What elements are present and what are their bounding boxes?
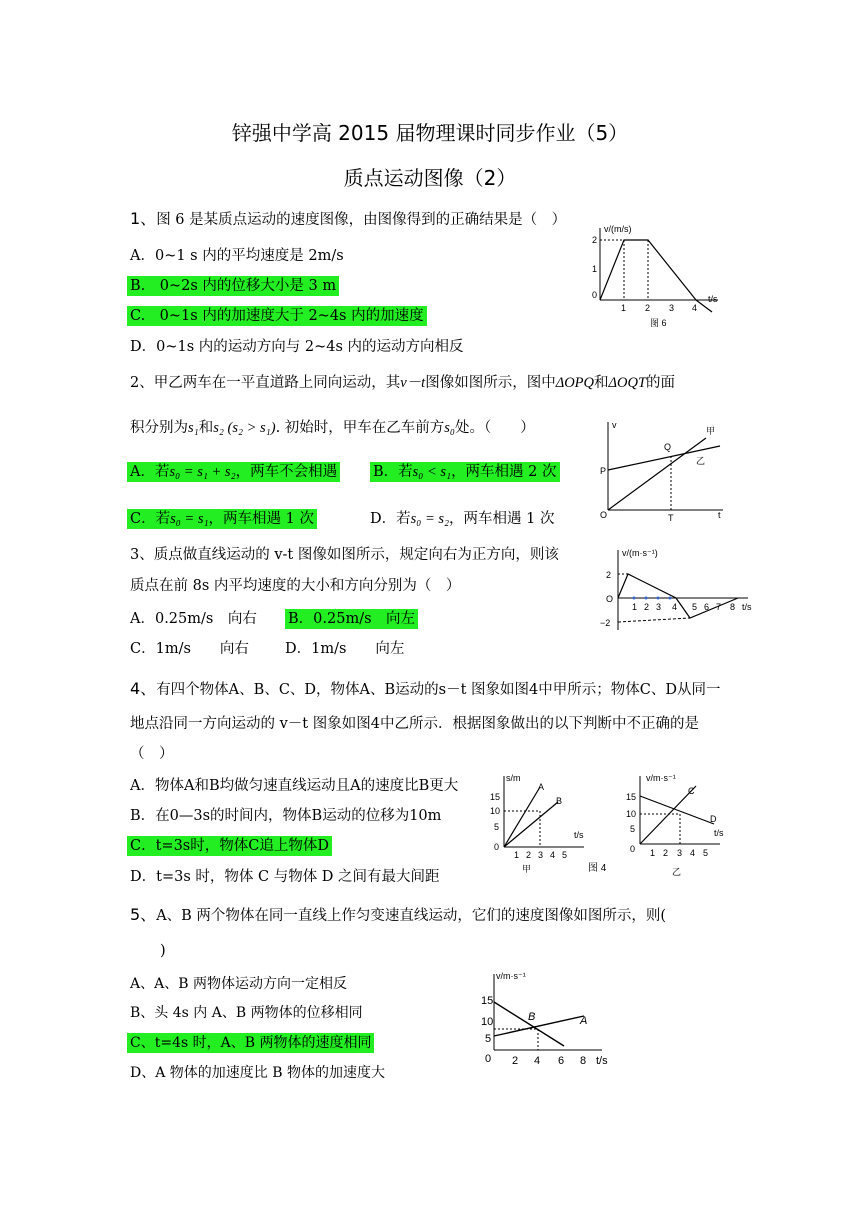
q5-fig-origin: 0 xyxy=(485,1053,492,1065)
q3-option-b-text: B．0.25m/s 向左 xyxy=(285,609,418,629)
q2-option-b xyxy=(370,461,560,483)
q3-fig-tick-7: 7 xyxy=(716,602,722,612)
q2-stem1-oqt: ΔOQT xyxy=(608,375,647,391)
q4-yi-ylabel: v/m·s⁻¹ xyxy=(646,773,676,783)
q4-jia-y10: 10 xyxy=(490,806,501,816)
q3-option-c: C．1m/s 向右 xyxy=(130,641,249,657)
q3-option-a: A．0.25m/s 向右 xyxy=(130,611,257,627)
q5-stem-line2: ) xyxy=(160,943,166,959)
q1-fig-x4: 4 xyxy=(692,303,698,313)
q4-option-c xyxy=(127,835,332,857)
q2-stem2-d: 处。（ ） xyxy=(454,420,535,436)
q1-option-c-text: C. 0~1s 内的加速度大于 2~4s 内的加速度 xyxy=(127,306,427,326)
q3-fig-tick-3: 3 xyxy=(656,602,662,612)
q5-fig-tick-4: 4 xyxy=(534,1055,541,1067)
q3-option-b xyxy=(285,608,418,630)
q4-stem-line2: 地点沿同一方向运动的 v－t 图象如图4中乙所示．根据图象做出的以下判断中不正确的是 xyxy=(130,716,699,732)
q2-fig-o: O xyxy=(600,510,608,520)
q1-option-b xyxy=(127,275,339,297)
q3-stem-line1: 3、质点做直线运动的 v-t 图像如图所示，规定向右为正方向，则该 xyxy=(130,547,559,563)
q4-stem1-text: 有四个物体A、B、C、D，物体A、B运动的s－t 图象如图4中甲所示；物体C、D从同一 xyxy=(156,682,721,698)
q4-yi-xlabel: t/s xyxy=(714,828,724,838)
q1-stem xyxy=(130,208,566,231)
q4-figure-jia xyxy=(488,772,598,877)
q4-option-b: B．在0—3s的时间内，物体B运动的位移为10m xyxy=(130,808,442,824)
q4-figure-caption: 图 4 xyxy=(588,863,607,874)
q4-jia-caption: 甲 xyxy=(522,864,532,874)
q4-jia-tick-5: 5 xyxy=(562,850,568,860)
q2-fig-v: v xyxy=(612,420,617,430)
q2-option-b-text: B．若s₀ < s₁，两车相遇 2 次 xyxy=(370,462,560,482)
q3-fig-origin: O xyxy=(606,594,614,604)
q2-stem2-s0: s₀ xyxy=(444,420,455,436)
q3-fig-xlabel: t/s xyxy=(742,602,752,612)
q4-jia-xlabel: t/s xyxy=(574,830,584,840)
q5-fig-tick-8: 8 xyxy=(580,1055,587,1067)
q2-option-d: D．若s₀ = s₂，两车相遇 1 次 xyxy=(370,511,555,527)
q4-yi-y15: 15 xyxy=(626,792,637,802)
q4-jia-b: B xyxy=(556,796,563,806)
q5-number: 5、 xyxy=(130,905,157,924)
q4-option-c-text: C．t=3s时，物体C追上物体D xyxy=(127,836,332,856)
q3-fig-tick-8: 8 xyxy=(730,602,736,612)
q3-option-d: D．1m/s 向左 xyxy=(285,641,405,657)
q2-stem1-opq: ΔOPQ xyxy=(555,375,595,391)
q4-yi-origin: 0 xyxy=(630,844,636,854)
q5-option-c-text: C、t=4s 时，A、B 两物体的速度相同 xyxy=(127,1033,374,1053)
q5-fig-ylabel: v/m·s⁻¹ xyxy=(496,971,526,981)
q5-fig-xlabel: t/s xyxy=(596,1055,608,1067)
q1-option-c xyxy=(127,305,427,327)
q3-fig-y2: 2 xyxy=(606,570,612,580)
q3-fig-tick-5: 5 xyxy=(692,602,698,612)
q4-jia-ylabel: s/m xyxy=(506,773,521,783)
q1-option-a: A．0~1 s 内的平均速度是 2m/s xyxy=(130,248,344,264)
q5-fig-y10: 10 xyxy=(481,1016,494,1028)
q4-yi-y10: 10 xyxy=(626,809,637,819)
q5-stem-line1 xyxy=(130,904,666,927)
q1-fig-caption: 图 6 xyxy=(650,318,667,328)
q5-option-c xyxy=(127,1032,374,1054)
q2-fig-q: Q xyxy=(664,442,672,452)
q5-figure xyxy=(478,970,618,1070)
q2-stem2-a: 积分别为 xyxy=(130,420,188,436)
q3-stem-line2: 质点在前 8s 内平均速度的大小和方向分别为（ ） xyxy=(130,578,461,594)
page-subtitle: 质点运动图像（2） xyxy=(343,166,517,190)
q2-stem-line2 xyxy=(130,417,535,439)
q4-figure-yi xyxy=(622,772,732,877)
q2-fig-jia: 甲 xyxy=(706,426,716,436)
q4-yi-tick-5: 5 xyxy=(703,848,709,858)
q4-jia-tick-4: 4 xyxy=(550,850,556,860)
q4-jia-tick-3: 3 xyxy=(538,850,544,860)
q4-yi-tick-3: 3 xyxy=(677,848,683,858)
q3-fig-tick-4: 4 xyxy=(672,602,678,612)
q1-option-d: D．0~1s 内的运动方向与 2~4s 内的运动方向相反 xyxy=(130,339,464,355)
q4-yi-tick-1: 1 xyxy=(650,848,656,858)
q4-stem-line1 xyxy=(130,678,720,701)
q3-fig-yn2: −2 xyxy=(600,618,611,628)
q5-fig-y15: 15 xyxy=(481,995,494,1007)
q2-stem1-a: 2、甲乙两车在一平直道路上同向运动，其 xyxy=(130,375,401,391)
q4-yi-tick-2: 2 xyxy=(663,848,669,858)
q2-option-a xyxy=(127,461,340,483)
q2-stem1-c: 和 xyxy=(594,375,609,391)
page-title: 锌强中学高 2015 届物理课时同步作业（5） xyxy=(231,121,629,145)
q2-stem1-vt: v－t xyxy=(400,375,426,391)
q3-fig-ylabel: v/(m·s⁻¹) xyxy=(622,548,658,558)
q4-jia-origin: 0 xyxy=(494,842,500,852)
q3-fig-tick-1: 1 xyxy=(632,602,638,612)
q2-fig-xlabel: t xyxy=(718,510,721,520)
q5-fig-tick-6: 6 xyxy=(558,1055,565,1067)
q1-number: 1、 xyxy=(130,209,157,228)
q4-yi-d: D xyxy=(710,814,717,824)
q1-fig-x1: 1 xyxy=(621,303,627,313)
q2-option-c-text: C．若s₀ = s₁，两车相遇 1 次 xyxy=(127,509,317,529)
q5-fig-tick-2: 2 xyxy=(512,1055,519,1067)
q1-stem-text: 图 6 是某质点运动的速度图像，由图像得到的正确结果是（ ） xyxy=(156,212,567,228)
q4-yi-caption: 乙 xyxy=(672,867,682,877)
q2-fig-t: T xyxy=(668,513,674,523)
q2-stem2-c: . 初始时，甲车在乙车前方 xyxy=(275,420,445,436)
q5-fig-y5: 5 xyxy=(485,1033,492,1045)
q4-yi-tick-4: 4 xyxy=(690,848,696,858)
q4-jia-a: A xyxy=(538,782,545,792)
q3-fig-tick-6: 6 xyxy=(704,602,710,612)
q1-fig-x3: 3 xyxy=(669,303,675,313)
q4-jia-y5: 5 xyxy=(494,822,500,832)
q2-fig-p: P xyxy=(600,466,607,476)
q1-fig-xlabel: t/s xyxy=(708,294,718,304)
q5-fig-b: B xyxy=(528,1011,536,1023)
q5-option-d: D、A 物体的加速度比 B 物体的加速度大 xyxy=(130,1065,385,1081)
q2-stem2-b: 和 xyxy=(198,420,214,436)
q1-figure xyxy=(590,220,720,335)
q5-option-b: B、头 4s 内 A、B 两物体的位移相同 xyxy=(130,1005,363,1021)
q4-jia-y15: 15 xyxy=(490,792,501,802)
q3-figure xyxy=(598,546,758,636)
q4-option-a: A．物体A和B均做匀速直线运动且A的速度比B更大 xyxy=(130,778,459,794)
q5-stem1-text: A、B 两个物体在同一直线上作匀变速直线运动，它们的速度图像如图所示，则( xyxy=(156,908,667,924)
q2-stem1-b: 图像如图所示，图中 xyxy=(425,375,556,391)
q2-fig-yi: 乙 xyxy=(696,456,706,466)
q4-jia-tick-1: 1 xyxy=(514,850,520,860)
q2-stem-line1 xyxy=(130,372,675,394)
q4-yi-y5: 5 xyxy=(630,824,636,834)
q1-fig-x2: 2 xyxy=(645,303,651,313)
q1-fig-origin: 0 xyxy=(592,290,598,300)
q1-option-b-text: B. 0~2s 内的位移大小是 3 m xyxy=(127,276,339,296)
q4-stem-line3: （ ） xyxy=(130,746,174,762)
q4-option-d: D．t=3s 时，物体 C 与物体 D 之间有最大间距 xyxy=(130,869,440,885)
q5-option-a: A、A、B 两物体运动方向一定相反 xyxy=(130,976,347,992)
q4-number: 4、 xyxy=(130,679,157,698)
q2-option-c xyxy=(127,508,317,530)
q2-stem2-s2: s₂ (s₂ > s₁) xyxy=(213,420,276,436)
q4-jia-tick-2: 2 xyxy=(526,850,532,860)
q1-fig-y2: 2 xyxy=(592,235,598,245)
q5-fig-a: A xyxy=(580,1015,588,1027)
q1-fig-ylabel: v/(m/s) xyxy=(604,224,632,234)
q2-figure xyxy=(598,418,728,528)
q2-stem1-d: 的面 xyxy=(646,375,676,391)
q4-yi-c: C xyxy=(688,786,695,796)
q2-option-a-text: A．若s₀ = s₁ + s₂，两车不会相遇 xyxy=(127,462,340,482)
q1-fig-y1: 1 xyxy=(592,264,598,274)
q3-fig-tick-2: 2 xyxy=(644,602,650,612)
q2-stem2-s1: s₁ xyxy=(188,420,199,436)
